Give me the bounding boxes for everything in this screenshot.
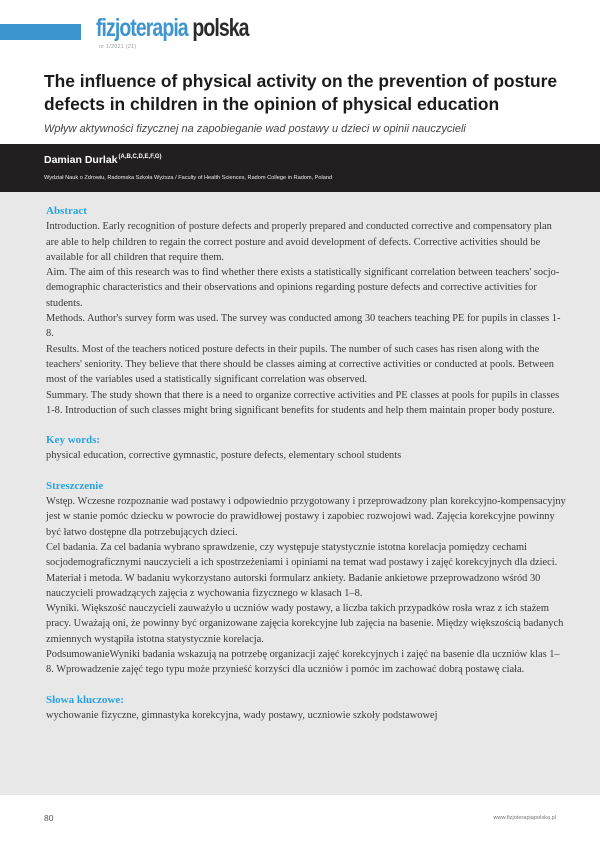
abstract-aim: Aim. The aim of this research was to find whether there exists a statistically significant correlation between teachers' socjo-demographic characteristics and their observations and opinions regarding posture defects and corrective activities for students.	[46, 267, 560, 309]
slowa-kluczowe-heading: Słowa kluczowe:	[46, 693, 124, 706]
article-title: The influence of physical activity on the prevention of posture defects in children in the opinion of physical education	[44, 71, 558, 114]
abstract-content	[46, 204, 566, 723]
abstract-panel	[0, 192, 600, 795]
abstract-summary: Summary. The study shown that there is a need to organize corrective activities and PE classes at pools for pupils in classes 1-8. Introduction of such classes might bring significant benefits for students and help them maintain proper body posture.	[46, 389, 560, 416]
streszczenie-podsumowanie: PodsumowanieWyniki badania wskazują na potrzebę organizacji zajęć korekcyjnych i zajęć na basenie dla uczniów klas 1–8. Wprowadzenie zajęć tego typu może przynieść korzyści dla uczniów i pomóc im zachować dobrą postawę ciała.	[46, 649, 560, 676]
issue-number: nr 1/2021 (21)	[99, 44, 137, 50]
author-contributions: (A,B,C,D,E,F,G)	[118, 154, 162, 160]
logo-text-fizjoterapia: fizjoterapia	[96, 14, 188, 42]
streszczenie-wstep: Wstęp. Wczesne rozpoznanie wad postawy i odpowiednio przygotowany i przeprowadzony plan korekcyjno-kompensacyjny jest w stanie pomóc dziecku w powrocie do prawidłowej postawy i zapobiec rozwojowi wad. Zajęcia korekcyjne powinny być łatwo dostępne dla potrzebujących dzieci.	[46, 496, 566, 538]
streszczenie-cel: Cel badania. Za cel badania wybrano sprawdzenie, czy występuje statystycznie istotna korelacja pomiędzy cechami socjodemograficznymi nauczycieli a ich spostrzeżeniami i opiniami na temat wad postawy i zajęć korekcyjnych dla dzieci.	[46, 541, 558, 569]
journal-url: www.fizjoterapiapolska.pl	[493, 815, 556, 821]
abstract-methods: Methods. Author's survey form was used. The survey was conducted among 30 teachers teaching PE for pupils in classes 1-8.	[46, 313, 561, 340]
abstract-introduction: Introduction. Early recognition of posture defects and properly prepared and conducted corrective and compensatory plan are able to help children to regain the correct posture and avoid development of defects. Corrective activities should be available for all children that require them.	[46, 221, 552, 263]
keywords-text: physical education, corrective gymnastic, posture defects, elementary school students	[46, 450, 402, 462]
journal-logo	[96, 15, 249, 41]
slowa-kluczowe-text: wychowanie fizyczne, gimnastyka korekcyjna, wady postawy, uczniowie szkoły podstawowej	[46, 709, 438, 721]
journal-masthead	[0, 0, 600, 60]
abstract-heading: Abstract	[46, 205, 87, 217]
masthead-accent-bar	[0, 24, 81, 40]
logo-text-polska: polska	[192, 14, 249, 42]
article-subtitle-polish: Wpływ aktywności fizycznej na zapobieganie wad postawy u dzieci w opinii nauczycieli	[44, 123, 466, 135]
author-band	[0, 144, 600, 192]
streszczenie-heading: Streszczenie	[46, 479, 104, 492]
author	[44, 154, 162, 166]
page-number: 80	[44, 813, 54, 823]
streszczenie-metoda: Materiał i metoda. W badaniu wykorzystano autorski formularz ankiety. Badanie ankietowe przeprowadzono wśród 30 nauczycieli prowadzących zajęcia z wychowania fizycznego w klasach 1–8.	[46, 572, 541, 599]
streszczenie-wyniki: Wyniki. Większość nauczycieli zauważyło u uczniów wady postawy, a liczba takich przypadków rosła wraz z ich stażem pracy. Uważają oni, że powinny być organizowane zajęcia korekcyjne lub zajęcia na basenie. Między większością badanych zmiennych wystąpiła istotna statystycznie korelacja.	[46, 603, 564, 645]
abstract-results: Results. Most of the teachers noticed posture defects in their pupils. The number of such cases has risen along with the teachers' seniority. They believe that there should be classes aiming at corrective activities or conducted at pools. Between most of the variables used a statistically significant correlation was observed.	[46, 343, 554, 386]
keywords-heading: Key words:	[46, 434, 101, 447]
author-name: Damian Durlak	[44, 154, 118, 166]
author-affiliation: Wydział Nauk o Zdrowiu, Radomska Szkoła Wyższa / Faculty of Health Sciences, Radom College in Radom, Poland	[44, 175, 333, 181]
